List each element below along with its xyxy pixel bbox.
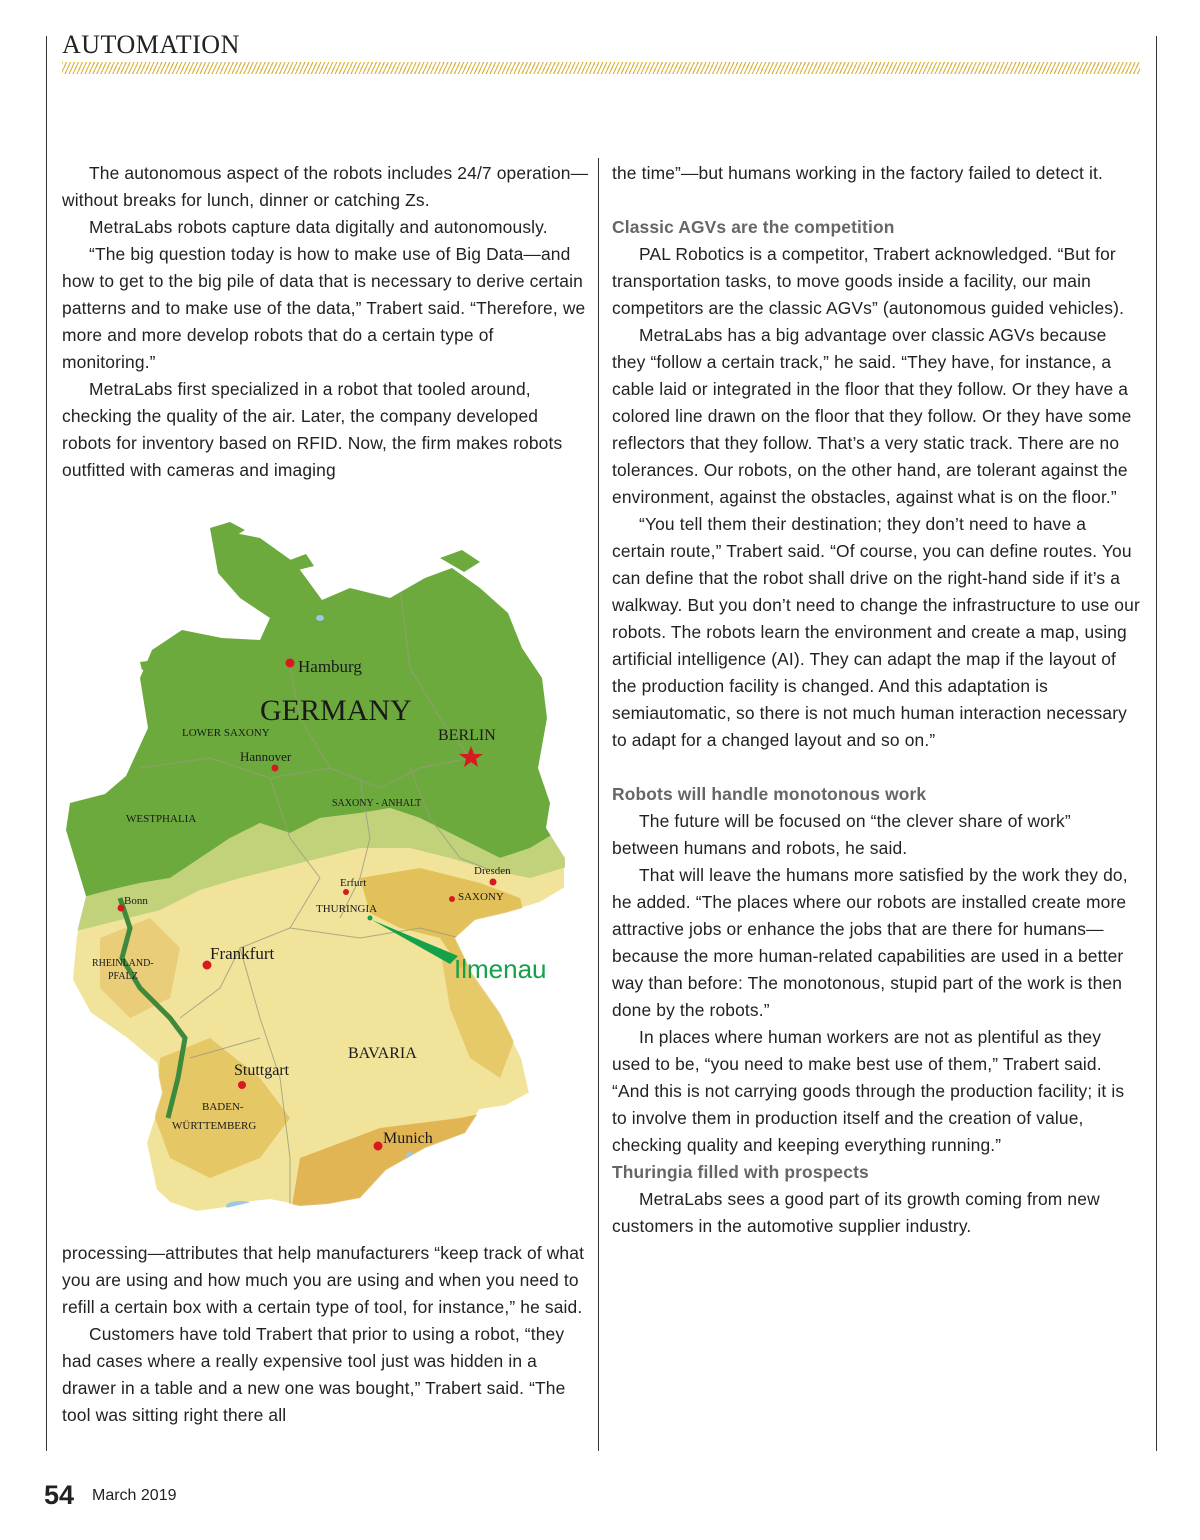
paragraph: “The big question today is how to make use of Big Data—and how to get to the big pile of data that is necessary to derive certain patterns and to make use of the data,” Trabert said. “Therefore, we more and more develop robots that do a certain type of monitoring.” bbox=[62, 244, 586, 372]
city-marker bbox=[238, 1081, 246, 1089]
map-state-label: LOWER SAXONY bbox=[182, 727, 270, 739]
germany-map-graphic bbox=[60, 518, 580, 1228]
city-label: Stuttgart bbox=[234, 1062, 290, 1079]
paragraph: The autonomous aspect of the robots includes 24/7 operation—without breaks for lunch, dinner or catching Zs. bbox=[62, 163, 589, 210]
subheading: Classic AGVs are the competition bbox=[612, 217, 895, 237]
city-label: BERLIN bbox=[438, 727, 496, 744]
map-state-label: THURINGIA bbox=[316, 903, 378, 915]
ilmenau-callout-label: Ilmenau bbox=[454, 954, 547, 984]
city-label: Dresden bbox=[474, 865, 511, 877]
map-country-label: GERMANY bbox=[260, 694, 412, 727]
city-label: Bonn bbox=[124, 895, 148, 907]
city-marker bbox=[343, 889, 349, 895]
right-margin-rule bbox=[1156, 36, 1157, 1451]
paragraph: MetraLabs has a big advantage over classic AGVs because they “follow a certain track,” he said. “They have, for instance, a cable laid or integrated in the floor that they follow. Or they have a colored line drawn on the floor that they follow. Or they have some reflectors that they follow. That’s a very static track. There are no tolerances. Our robots, on the other hand, are tolerant against the environment, against the obstacles, against what is on the floor.” bbox=[612, 325, 1132, 507]
paragraph: the time”—but humans working in the factory failed to detect it. bbox=[612, 163, 1103, 183]
city-label: Frankfurt bbox=[210, 944, 275, 963]
subheading: Thuringia filled with prospects bbox=[612, 1162, 869, 1182]
map-state-label: SAXONY bbox=[458, 891, 504, 903]
map-state-label: WESTPHALIA bbox=[126, 813, 197, 825]
column-1-top bbox=[62, 160, 590, 484]
paragraph: That will leave the humans more satisfied by the work they do, he added. “The places where our robots are installed create more attractive jobs or enhance the jobs that are there for humans—because the more human-related capabilities are used in a better way than before: The monotonous, stupid part of the work is then done by the robots.” bbox=[612, 865, 1128, 1020]
paragraph: PAL Robotics is a competitor, Trabert acknowledged. “But for transportation tasks, to move goods inside a facility, our main competitors are the classic AGVs” (autonomous guided vehicles). bbox=[612, 244, 1125, 318]
map-state-label: WÜRTTEMBERG bbox=[172, 1120, 257, 1132]
city-marker bbox=[490, 879, 497, 886]
city-marker bbox=[272, 765, 279, 772]
paragraph: In places where human workers are not as plentiful as they used to be, “you need to make best use of them,” Trabert said. “And this is not carrying goods through the production facility; it is to involve them in production itself and the creation of value, checking quality and keeping everything running.” bbox=[612, 1027, 1125, 1155]
issue-date: March 2019 bbox=[92, 1487, 177, 1504]
column-2 bbox=[612, 160, 1140, 1240]
map-state-label: RHEINLAND- bbox=[92, 958, 154, 969]
column-1-bottom bbox=[62, 1240, 590, 1429]
paragraph: MetraLabs first specialized in a robot that tooled around, checking the quality of the air. Later, the company developed robots for inventory based on RFID. Now, the firm makes robots outfitted with cameras and imaging bbox=[62, 379, 563, 480]
city-marker bbox=[286, 659, 295, 668]
map-state-label: SAXONY - ANHALT bbox=[332, 798, 422, 809]
city-marker bbox=[449, 896, 455, 902]
paragraph: “You tell them their destination; they don’t need to have a certain route,” Trabert said. “Of course, you can define routes. You can define that the robot shall drive on the right-hand side if it’s a walkway. But you don’t need to change the infrastructure to use our robots. The robots learn the environment and create a map, using artificial intelligence (AI). They can adapt the map if the layout of the production facility is changed. And this adaptation is semiautomatic, so there is not much human interaction necessary to adapt for a changed layout and so on.” bbox=[612, 514, 1140, 750]
spacer bbox=[612, 754, 1140, 781]
city-label: Erfurt bbox=[340, 877, 367, 889]
city-marker bbox=[374, 1142, 383, 1151]
header-hatch-band bbox=[62, 62, 1140, 74]
ilmenau-marker bbox=[368, 916, 373, 921]
paragraph: The future will be focused on “the clever share of work” between humans and robots, he said. bbox=[612, 811, 1071, 858]
paragraph: MetraLabs sees a good part of its growth coming from new customers in the automotive supplier industry. bbox=[612, 1189, 1100, 1236]
section-header: AUTOMATION bbox=[62, 30, 240, 59]
paragraph: processing—attributes that help manufacturers “keep track of what you are using and how much you are using and when you need to refill a certain box with a certain type of tool, for instance,” he said. bbox=[62, 1243, 585, 1317]
column-divider bbox=[598, 158, 599, 1451]
city-label: Munich bbox=[383, 1130, 433, 1147]
map-state-label: BADEN- bbox=[202, 1101, 244, 1113]
left-margin-rule bbox=[46, 36, 47, 1451]
map-state-label: PFALZ bbox=[108, 971, 138, 982]
map-state-label: BAVARIA bbox=[348, 1045, 417, 1062]
paragraph: MetraLabs robots capture data digitally and autonomously. bbox=[89, 217, 548, 237]
spacer bbox=[612, 187, 1140, 214]
subheading: Robots will handle monotonous work bbox=[612, 784, 927, 804]
page-number: 54 bbox=[44, 1480, 75, 1510]
paragraph: Customers have told Trabert that prior to using a robot, “they had cases where a really expensive tool just was hidden in a drawer in a table and a new one was bought,” Trabert said. “The tool was sitting right there all bbox=[62, 1324, 566, 1425]
city-label: Hannover bbox=[240, 749, 292, 764]
city-label: Hamburg bbox=[298, 657, 362, 676]
germany-map bbox=[60, 518, 580, 1228]
